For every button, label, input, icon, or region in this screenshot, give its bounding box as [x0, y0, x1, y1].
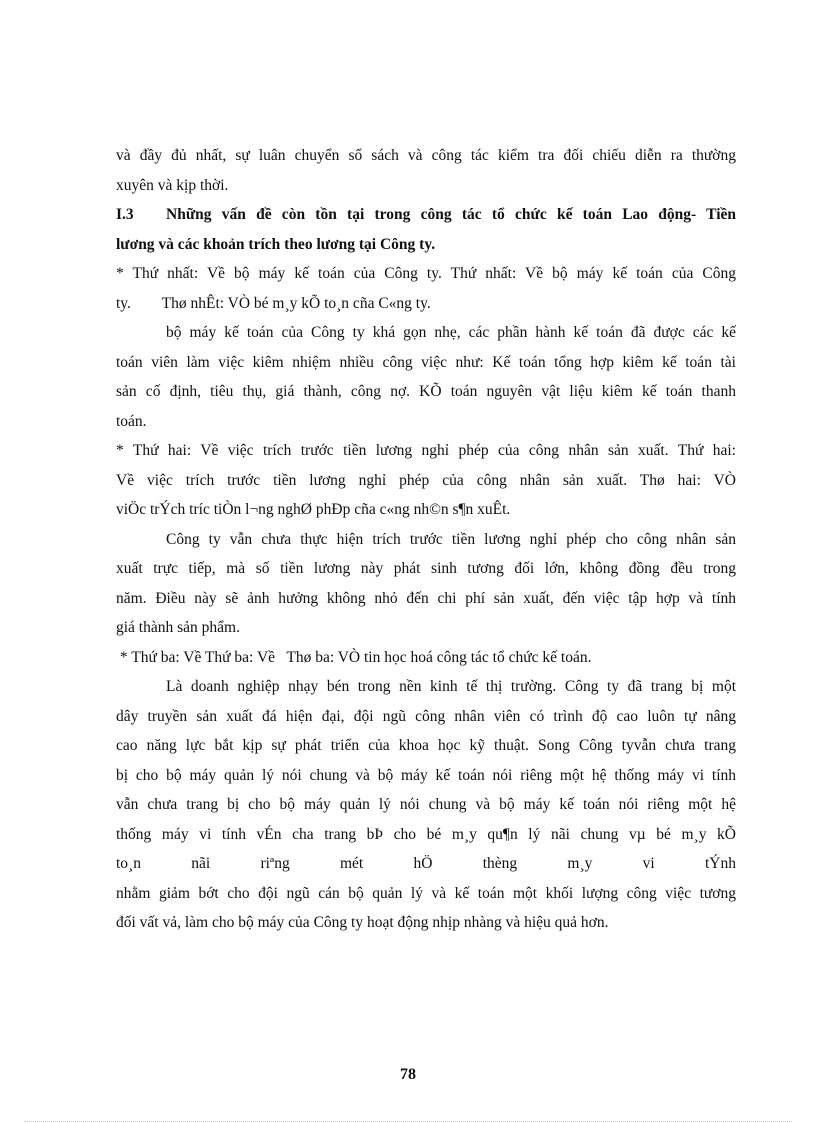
text-line: năm. Điều này sẽ ảnh hưởng không nhỏ đến chi phí sản xuất, đến việc tập hợp và tính — [116, 589, 736, 607]
text-line: và đầy đủ nhất, sự luân chuyển sổ sách và công tác kiểm tra đối chiếu diễn ra thường — [116, 147, 736, 164]
text-line: sản cố định, tiêu thụ, giá thành, công nợ. KÕ toán nguyên vật liệu kiêm kế toán thanh — [116, 383, 736, 400]
section-title-line2: lương và các khoản trích theo lương tại Công ty. — [116, 235, 436, 253]
text-line: bị cho bộ máy quản lý nói chung và bộ máy kế toán nói riêng một hệ thống máy vi tính — [116, 766, 736, 784]
section-heading — [116, 200, 736, 230]
text-line: giá thành sản phẩm. — [116, 619, 240, 636]
text-line: bộ máy kế toán của Công ty khá gọn nhẹ, các phần hành kế toán đã được các kế — [166, 324, 736, 341]
text-line: đối vất vả, làm cho bộ máy của Công ty hoạt động nhịp nhàng và hiệu quả hơn. — [116, 914, 609, 931]
section-title-line1: Những vấn đề còn tồn tại trong công tác tổ chức kế toán Lao động- Tiền — [166, 206, 736, 223]
text-line: * Thứ nhất: Về bộ máy kế toán của Công ty. Thứ nhất: Về bộ máy kế toán của Công — [116, 265, 736, 282]
text-line: nhằm giảm bớt cho đội ngũ cán bộ quản lý và kế toán một khối lượng công việc tương — [116, 884, 736, 902]
text-line: vẫn chưa trang bị cho bộ máy quản lý nói chung và bộ máy kế toán nói riêng một hệ — [116, 796, 736, 813]
text-line: toán viên làm việc kiêm nhiệm nhiều công việc như: Kế toán tổng hợp kiêm kế toán tài — [116, 353, 736, 371]
text-line: Về việc trích trước tiền lương nghỉ phép của công nhân sản xuất. Thø hai: VÒ — [116, 471, 736, 489]
text-line: * Thứ hai: Về việc trích trước tiền lương nghỉ phép của công nhân sản xuất. Thứ hai: — [116, 442, 736, 459]
text-line: dây truyền sản xuất đá hiện đại, đội ngũ công nhân viên có trình độ cao luôn tự nâng — [116, 707, 736, 725]
text-line: thống máy vi tính vÉn cha trang bÞ cho bé m¸y qu¶n lý nãi chung vµ bé m¸y kÕ — [116, 825, 736, 843]
text-line: xuyên và kịp thời. — [116, 176, 229, 194]
page-border-dotted — [24, 1121, 792, 1122]
text-line: viÖc trÝch tríc tiÒn l¬ng nghØ phÐp cña c«ng nh©n s¶n xuÊt. — [116, 501, 511, 518]
text-line: cao năng lực bắt kịp sự phát triển của khoa học kỹ thuật. Song Công tyvẫn chưa trang — [116, 737, 736, 754]
text-line: ty. Thø nhÊt: VÒ bé m¸y kÕ to¸n cña C«ng ty. — [116, 294, 431, 312]
text-line: Là doanh nghiệp nhạy bén trong nền kinh tế thị trường. Công ty đã trang bị một — [166, 678, 736, 695]
text-line: toán. — [116, 412, 147, 430]
section-number: I.3 — [116, 206, 134, 223]
text-line: Công ty vẫn chưa thực hiện trích trước tiền lương nghỉ phép cho công nhân sản — [166, 530, 736, 548]
text-line: to¸n nãi riªng mét hÖ thèng m¸y vi tÝnh — [116, 855, 736, 872]
text-line: * Thứ ba: Về Thứ ba: Về Thø ba: VÒ tin học hoá công tác tổ chức kế toán. — [116, 648, 592, 666]
text-line: xuất trực tiếp, mà số tiền lương này phát sinh tương đối lớn, không đồng đều trong — [116, 560, 736, 577]
page-number: 78 — [400, 1066, 416, 1083]
body-text — [116, 141, 736, 938]
